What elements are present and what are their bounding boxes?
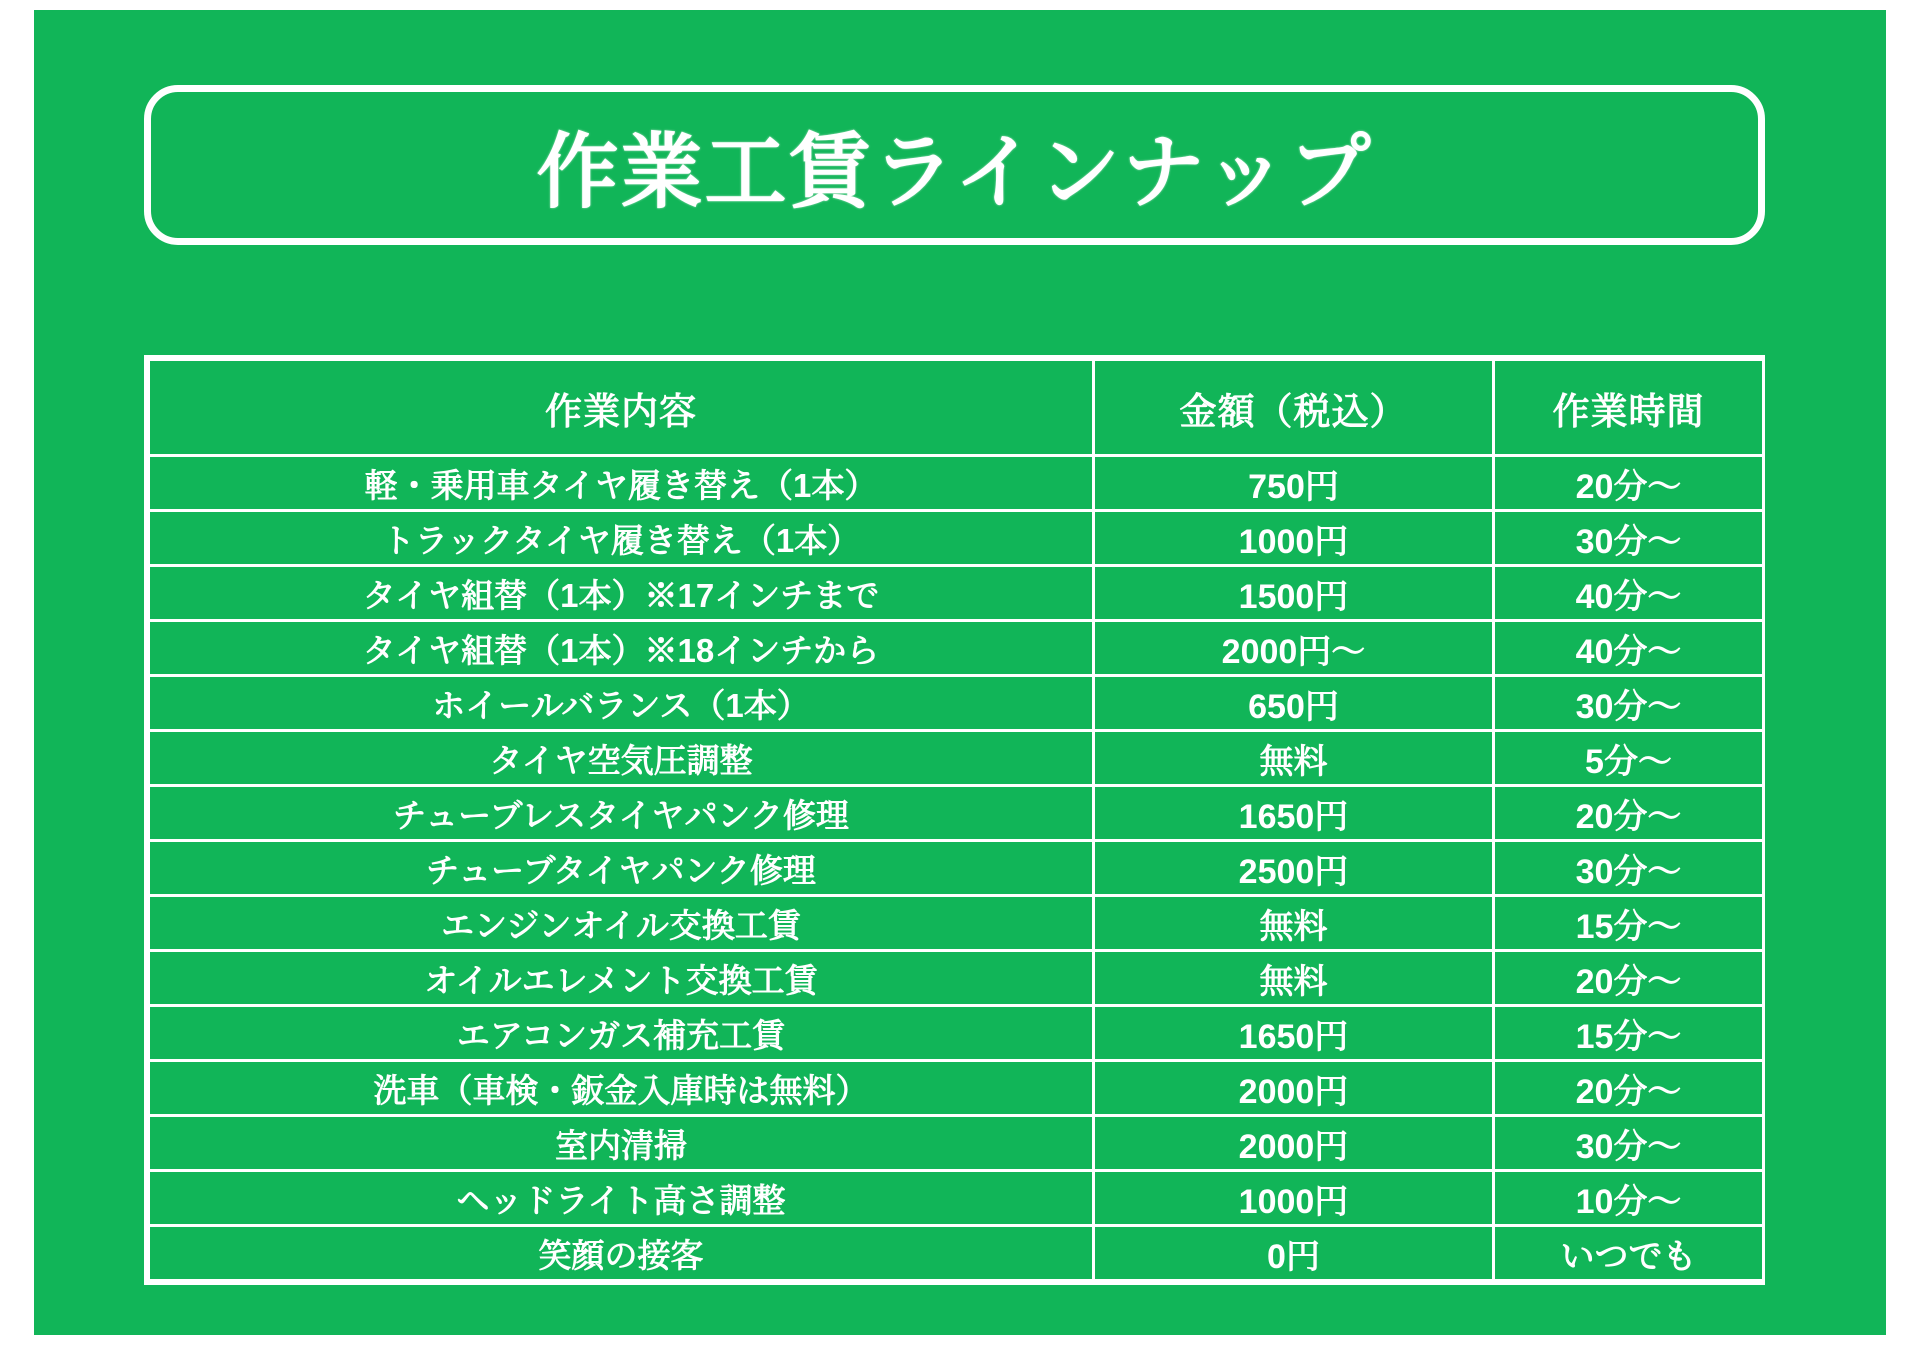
cell-price: 無料	[1094, 731, 1494, 786]
table-row	[149, 676, 1764, 731]
cell-time: 15分〜	[1494, 896, 1764, 951]
cell-time: 30分〜	[1494, 841, 1764, 896]
table-row	[149, 1061, 1764, 1116]
cell-work: タイヤ空気圧調整	[149, 731, 1094, 786]
price-list-poster	[34, 10, 1886, 1335]
table-header	[149, 360, 1764, 456]
cell-work: タイヤ組替（1本）※18インチから	[149, 621, 1094, 676]
cell-price: 2000円	[1094, 1061, 1494, 1116]
table-row	[149, 951, 1764, 1006]
cell-work: 笑顔の接客	[149, 1226, 1094, 1281]
table-row	[149, 786, 1764, 841]
cell-price: 2000円	[1094, 1116, 1494, 1171]
table-row	[149, 841, 1764, 896]
table-row	[149, 511, 1764, 566]
cell-time: 30分〜	[1494, 676, 1764, 731]
cell-price: 無料	[1094, 951, 1494, 1006]
cell-time: いつでも	[1494, 1226, 1764, 1281]
cell-time: 15分〜	[1494, 1006, 1764, 1061]
cell-time: 20分〜	[1494, 456, 1764, 511]
page-title: 作業工賃ラインナップ	[536, 126, 1373, 218]
table-row	[149, 621, 1764, 676]
cell-price: 1500円	[1094, 566, 1494, 621]
cell-price: 650円	[1094, 676, 1494, 731]
cell-work: チューブレスタイヤパンク修理	[149, 786, 1094, 841]
cell-price: 無料	[1094, 896, 1494, 951]
cell-time: 40分〜	[1494, 621, 1764, 676]
column-header-price: 金額（税込）	[1094, 360, 1494, 456]
cell-price: 1000円	[1094, 1171, 1494, 1226]
table-row	[149, 1006, 1764, 1061]
price-table-container	[144, 355, 1765, 1285]
cell-time: 10分〜	[1494, 1171, 1764, 1226]
cell-work: 室内清掃	[149, 1116, 1094, 1171]
cell-work: 軽・乗用車タイヤ履き替え（1本）	[149, 456, 1094, 511]
price-table	[147, 358, 1765, 1282]
cell-price: 2000円〜	[1094, 621, 1494, 676]
table-row	[149, 566, 1764, 621]
table-row	[149, 456, 1764, 511]
cell-work: オイルエレメント交換工賃	[149, 951, 1094, 1006]
column-header-work: 作業内容	[149, 360, 1094, 456]
cell-work: ホイールバランス（1本）	[149, 676, 1094, 731]
column-header-time: 作業時間	[1494, 360, 1764, 456]
cell-price: 750円	[1094, 456, 1494, 511]
cell-work: トラックタイヤ履き替え（1本）	[149, 511, 1094, 566]
cell-work: チューブタイヤパンク修理	[149, 841, 1094, 896]
table-row	[149, 1171, 1764, 1226]
table-row	[149, 1116, 1764, 1171]
title-frame	[144, 85, 1765, 245]
cell-time: 20分〜	[1494, 951, 1764, 1006]
table-row	[149, 896, 1764, 951]
cell-time: 20分〜	[1494, 1061, 1764, 1116]
table-row	[149, 1226, 1764, 1281]
cell-work: 洗車（車検・鈑金入庫時は無料）	[149, 1061, 1094, 1116]
cell-time: 20分〜	[1494, 786, 1764, 841]
cell-price: 0円	[1094, 1226, 1494, 1281]
cell-price: 1000円	[1094, 511, 1494, 566]
cell-work: タイヤ組替（1本）※17インチまで	[149, 566, 1094, 621]
table-header-row	[149, 360, 1764, 456]
cell-work: ヘッドライト高さ調整	[149, 1171, 1094, 1226]
cell-work: エンジンオイル交換工賃	[149, 896, 1094, 951]
cell-time: 40分〜	[1494, 566, 1764, 621]
cell-time: 30分〜	[1494, 511, 1764, 566]
cell-price: 1650円	[1094, 786, 1494, 841]
table-row	[149, 731, 1764, 786]
cell-work: エアコンガス補充工賃	[149, 1006, 1094, 1061]
table-body	[149, 456, 1764, 1281]
cell-time: 30分〜	[1494, 1116, 1764, 1171]
cell-price: 1650円	[1094, 1006, 1494, 1061]
cell-time: 5分〜	[1494, 731, 1764, 786]
cell-price: 2500円	[1094, 841, 1494, 896]
